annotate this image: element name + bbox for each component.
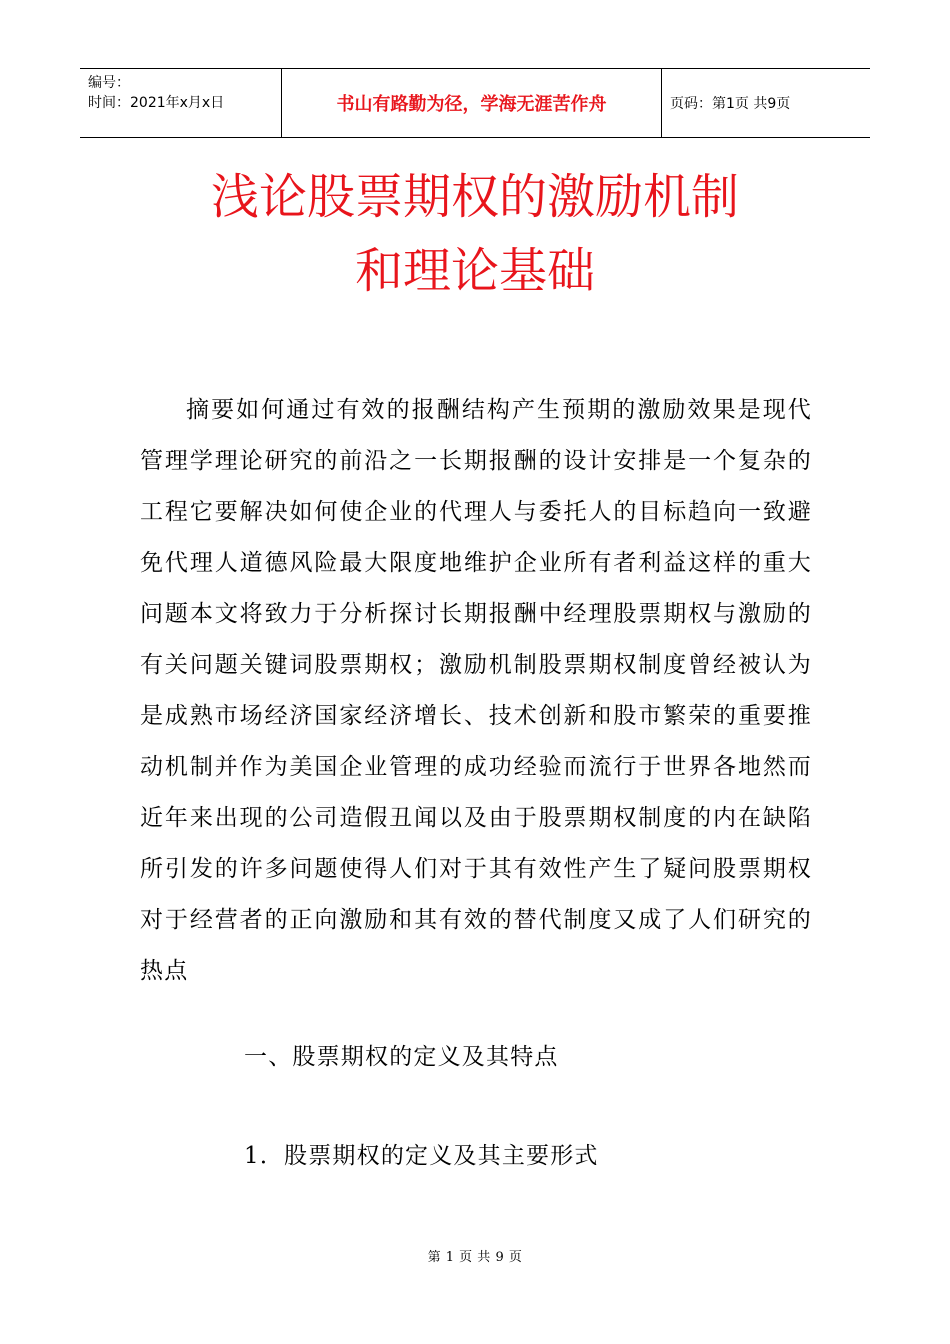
page-footer: 第 1 页 共 9 页: [427, 1250, 523, 1265]
document-title: [0, 160, 950, 308]
header-meta-cell: [80, 69, 282, 137]
document-number-label: 编号：: [88, 75, 130, 91]
title-line-2: 和理论基础: [354, 243, 595, 299]
section-heading-1: 一、股票期权的定义及其特点: [244, 1044, 559, 1070]
header-table: [80, 68, 870, 138]
section-heading-2: 1．股票期权的定义及其主要形式: [244, 1143, 599, 1169]
document-time-label: 时间：2021年x月x日: [88, 95, 225, 111]
title-line-1: 浅论股票期权的激励机制: [210, 169, 739, 225]
header-motto: 书山有路勤为径，学海无涯苦作舟: [282, 69, 662, 137]
abstract-paragraph: 摘要如何通过有效的报酬结构产生预期的激励效果是现代管理学理论研究的前沿之一长期报酬的设计安排是一个复杂的工程它要解决如何使企业的代理人与委托人的目标趋向一致避免代理人道德风险最大限度地维护企业所有者利益这样的重大问题本文将致力于分析探讨长期报酬中经理股票期权与激励的有关问题关键词股票期权；激励机制股票期权制度曾经被认为是成熟市场经济国家经济增长、技术创新和股市繁荣的重要推动机制并作为美国企业管理的成功经验而流行于世界各地然而近年来出现的公司造假丑闻以及由于股票期权制度的内在缺陷所引发的许多问题使得人们对于其有效性产生了疑问股票期权对于经营者的正向激励和其有效的替代制度又成了人们研究的热点: [140, 397, 812, 984]
header-page-info: 页码：第1页 共9页: [670, 96, 791, 112]
